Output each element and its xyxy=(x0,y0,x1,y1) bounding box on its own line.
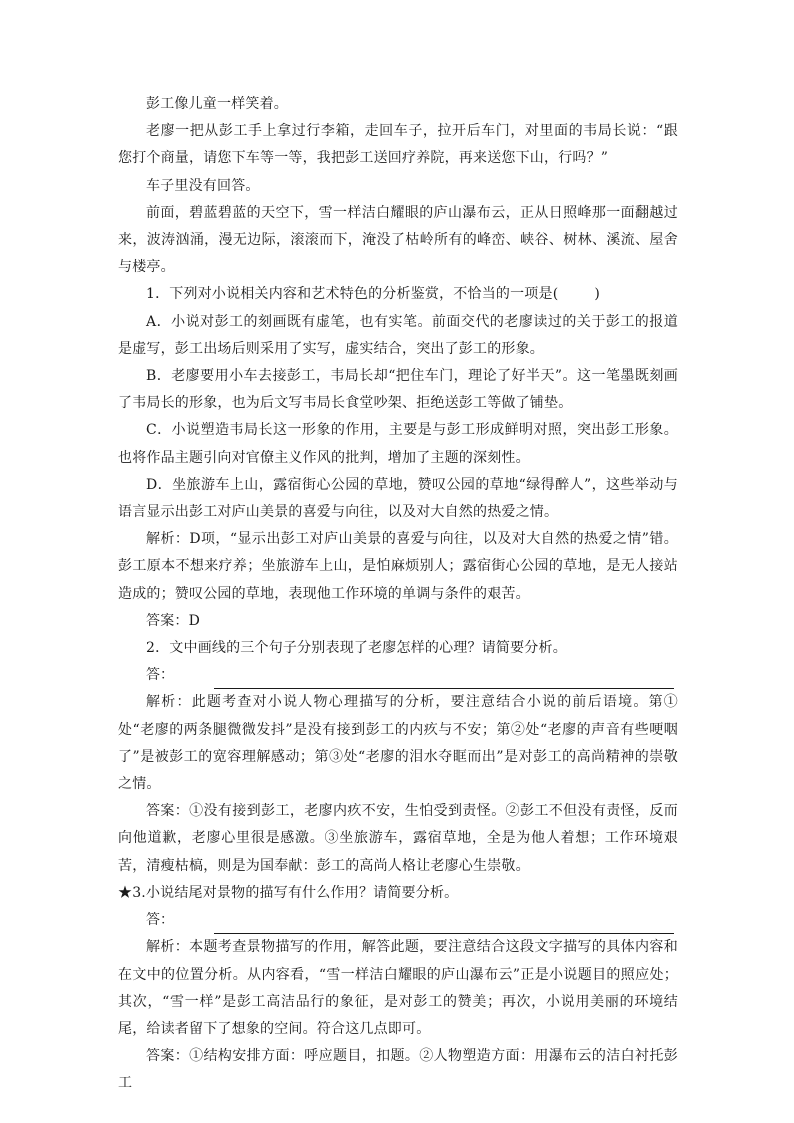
question-3-analysis: 解析：本题考查景物描写的作用，解答此题，要注意结合这段文字描写的具体内容和在文中的位置分析。从内容看，“雪一样洁白耀眼的庐山瀑布云”正是小说题目的照应处；其次，“雪一样”是彭工高洁品行的象征，是对彭工的赞美；再次，小说用美丽的环境结尾，给读者留下了想象的空间。符合这几点即可。 xyxy=(118,939,678,1037)
story-paragraph-3: 车子里没有回答。 xyxy=(146,177,260,194)
option-a: A．小说对彭工的刻画既有虚笔，也有实笔。前面交代的老廖读过的关于彭工的报道是虚写，彭工出场后则采用了实写，虚实结合，突出了彭工的形象。 xyxy=(118,313,678,357)
question-1-answer: 答案：D xyxy=(146,612,201,629)
option-d: D．坐旅游车上山，露宿街心公园的草地，赞叹公园的草地“绿得醉人”，这些举动与语言显示出彭工对庐山美景的喜爱与向往，以及对大自然的热爱之情。 xyxy=(118,476,678,521)
answer-label: 答： xyxy=(146,667,174,684)
question-1-analysis: 解析：D项，“显示出彭工对庐山美景的喜爱与向往，以及对大自然的热爱之情”错。彭工原本不想来疗养；坐旅游车上山，是怕麻烦别人；露宿街心公园的草地，是无人接站造成的；赞叹公园的草地，表现他工作环境的单调与条件的艰苦。 xyxy=(118,531,678,602)
answer-rule xyxy=(214,671,674,689)
document-page xyxy=(118,91,678,1098)
question-1-stem-close: ) xyxy=(594,286,601,303)
question-1-stem xyxy=(118,281,678,308)
question-2-answer: 答案：①没有接到彭工，老廖内疚不安，生怕受到责怪。②彭工不但没有责怪，反而向他道歉，老廖心里很是感激。③坐旅游车，露宿草地，全是为他人着想；工作环境艰苦，清瘦枯槁，则是为国奉献：彭工的高尚人格让老廖心生崇敬。 xyxy=(118,803,678,874)
question-3-answer-line xyxy=(118,907,678,934)
question-3-answer: 答案：①结构安排方面：呼应题目，扣题。②人物塑造方面：用瀑布云的洁白衬托彭工 xyxy=(118,1048,678,1092)
question-3-stem: ★3.小说结尾对景物的描写有什么作用？请简要分析。 xyxy=(118,884,459,901)
story-paragraph-1: 彭工像儿童一样笑着。 xyxy=(146,96,288,112)
story-paragraph-4: 前面，碧蓝碧蓝的天空下，雪一样洁白耀眼的庐山瀑布云，正从日照峰那一面翻越过来，波涛汹涌，漫无边际，滚滚而下，淹没了枯岭所有的峰峦、峡谷、树林、溪流、屋舍与楼亭。 xyxy=(118,204,678,276)
question-2-analysis: 解析：此题考查对小说人物心理描写的分析，要注意结合小说的前后语境。第①处“老廖的两条腿微微发抖”是没有接到彭工的内疚与不安；第②处“老廖的声音有些哽咽了”是被彭工的宽容理解感动；第③处“老廖的泪水夺眶而出”是对彭工的高尚精神的崇敬之情。 xyxy=(118,694,678,793)
story-paragraph-2: 老廖一把从彭工手上拿过行李箱，走回车子，拉开后车门，对里面的韦局长说：“跟您打个商量，请您下车等一等，我把彭工送回疗养院，再来送您下山，行吗？” xyxy=(118,123,678,167)
question-1-stem-text: 1．下列对小说相关内容和艺术特色的分析鉴赏，不恰当的一项是( xyxy=(146,286,559,303)
answer-label: 答： xyxy=(146,912,174,929)
option-b: B．老廖要用小车去接彭工，韦局长却“把住车门，理论了好半天”。这一笔墨既刻画了韦局长的形象，也为后文写韦局长食堂吵架、拒绝送彭工等做了铺垫。 xyxy=(118,368,678,412)
question-2-answer-line xyxy=(118,662,678,689)
answer-rule xyxy=(214,916,674,934)
option-c: C．小说塑造韦局长这一形象的作用，主要是与彭工形成鲜明对照，突出彭工形象。也将作品主题引向对官僚主义作风的批判，增加了主题的深刻性。 xyxy=(118,422,678,466)
question-2-stem: 2．文中画线的三个句子分别表现了老廖怎样的心理？请简要分析。 xyxy=(146,640,567,657)
